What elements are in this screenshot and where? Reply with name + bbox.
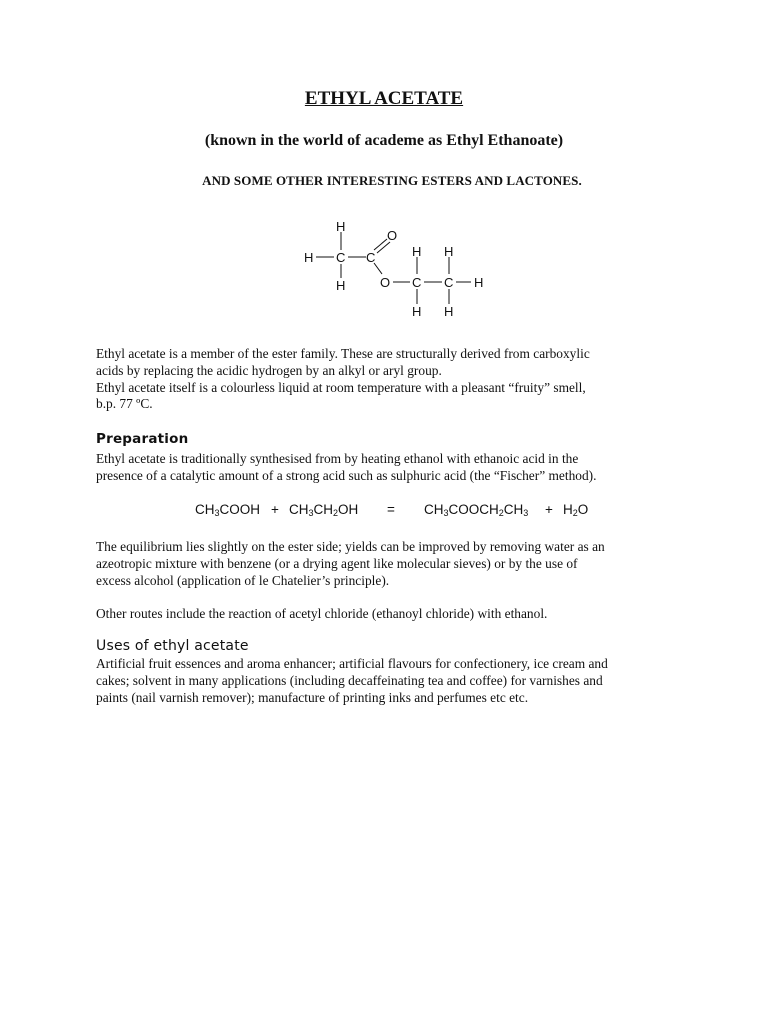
intro-line: Ethyl acetate is a member of the ester family. These are structurally derived from carboxylic [96,346,590,361]
uses-line: Artificial fruit essences and aroma enhancer; artificial flavours for confectionery, ice cream and [96,656,608,671]
atom-h-c4-top: H [444,244,454,259]
atom-c1: C [336,250,346,265]
atom-h-c4-bottom: H [444,304,454,319]
equilibrium-line: azeotropic mixture with benzene (or a drying agent like molecular sieves) or by the use of [96,555,578,571]
other-routes-line: Other routes include the reaction of acetyl chloride (ethanoyl chloride) with ethanol. [96,606,548,621]
product-water: $H_2O$ [563,502,589,518]
page-title: ETHYL ACETATE [304,88,464,109]
atom-c4: C [444,275,454,290]
uses-line: paints (nail varnish remover); manufacture of printing inks and perfumes etc etc. [96,689,529,705]
preparation-paragraph [96,451,696,485]
atom-h-bottom: H [336,278,346,293]
atom-h-c3-bottom: H [412,304,422,319]
atom-h-left: H [304,250,314,265]
preparation-line: Ethyl acetate is traditionally synthesised from by heating ethanol with ethanoic acid in the [96,451,579,466]
atom-o-ester: O [380,275,391,290]
product-ethyl-acetate: $CH_3COOCH_2CH_3$ [424,502,529,518]
reactant-acetic-acid: $CH_3COOH$ [195,502,261,518]
uses-heading: Uses of ethyl acetate [96,638,249,654]
plus-sign: + [271,502,279,517]
intro-line: Ethyl acetate itself is a colourless liquid at room temperature with a pleasant “fruity” smell, [96,379,586,395]
preparation-heading: Preparation [96,431,189,447]
atom-h-top: H [336,219,346,234]
reactant-ethanol: $CH_3CH_2OH$ [289,502,359,518]
page-subtitle: (known in the world of academe as Ethyl Ethanoate) [204,132,564,149]
intro-line: acids by replacing the acidic hydrogen by an alkyl or aryl group. [96,362,442,378]
equilibrium-paragraph [96,539,696,589]
equilibrium-sign: = [387,502,395,517]
ethyl-acetate-structure-diagram [290,212,500,327]
uses-paragraph [96,656,696,706]
preparation-line: presence of a catalytic amount of a strong acid such as sulphuric acid (the “Fischer” method). [96,467,597,483]
bond-c2-o-double-b [377,242,390,253]
atom-h-right: H [474,275,484,290]
section-heading-esters: AND SOME OTHER INTERESTING ESTERS AND LACTONES. [202,173,582,188]
equilibrium-line: excess alcohol (application of le Chatelier’s principle). [96,572,390,588]
equilibrium-line: The equilibrium lies slightly on the ester side; yields can be improved by removing water as an [96,539,605,554]
atom-c3: C [412,275,422,290]
plus-sign: + [545,502,553,517]
atom-c2: C [366,250,376,265]
other-routes-paragraph [96,606,696,623]
intro-line: b.p. 77 ºC. [96,396,153,412]
uses-line: cakes; solvent in many applications (including decaffeinating tea and coffee) for varnishes and [96,672,603,688]
bond-c2-o-double-a [374,239,387,250]
atom-o-carbonyl: O [387,228,398,243]
atom-h-c3-top: H [412,244,422,259]
intro-paragraph [96,346,696,413]
